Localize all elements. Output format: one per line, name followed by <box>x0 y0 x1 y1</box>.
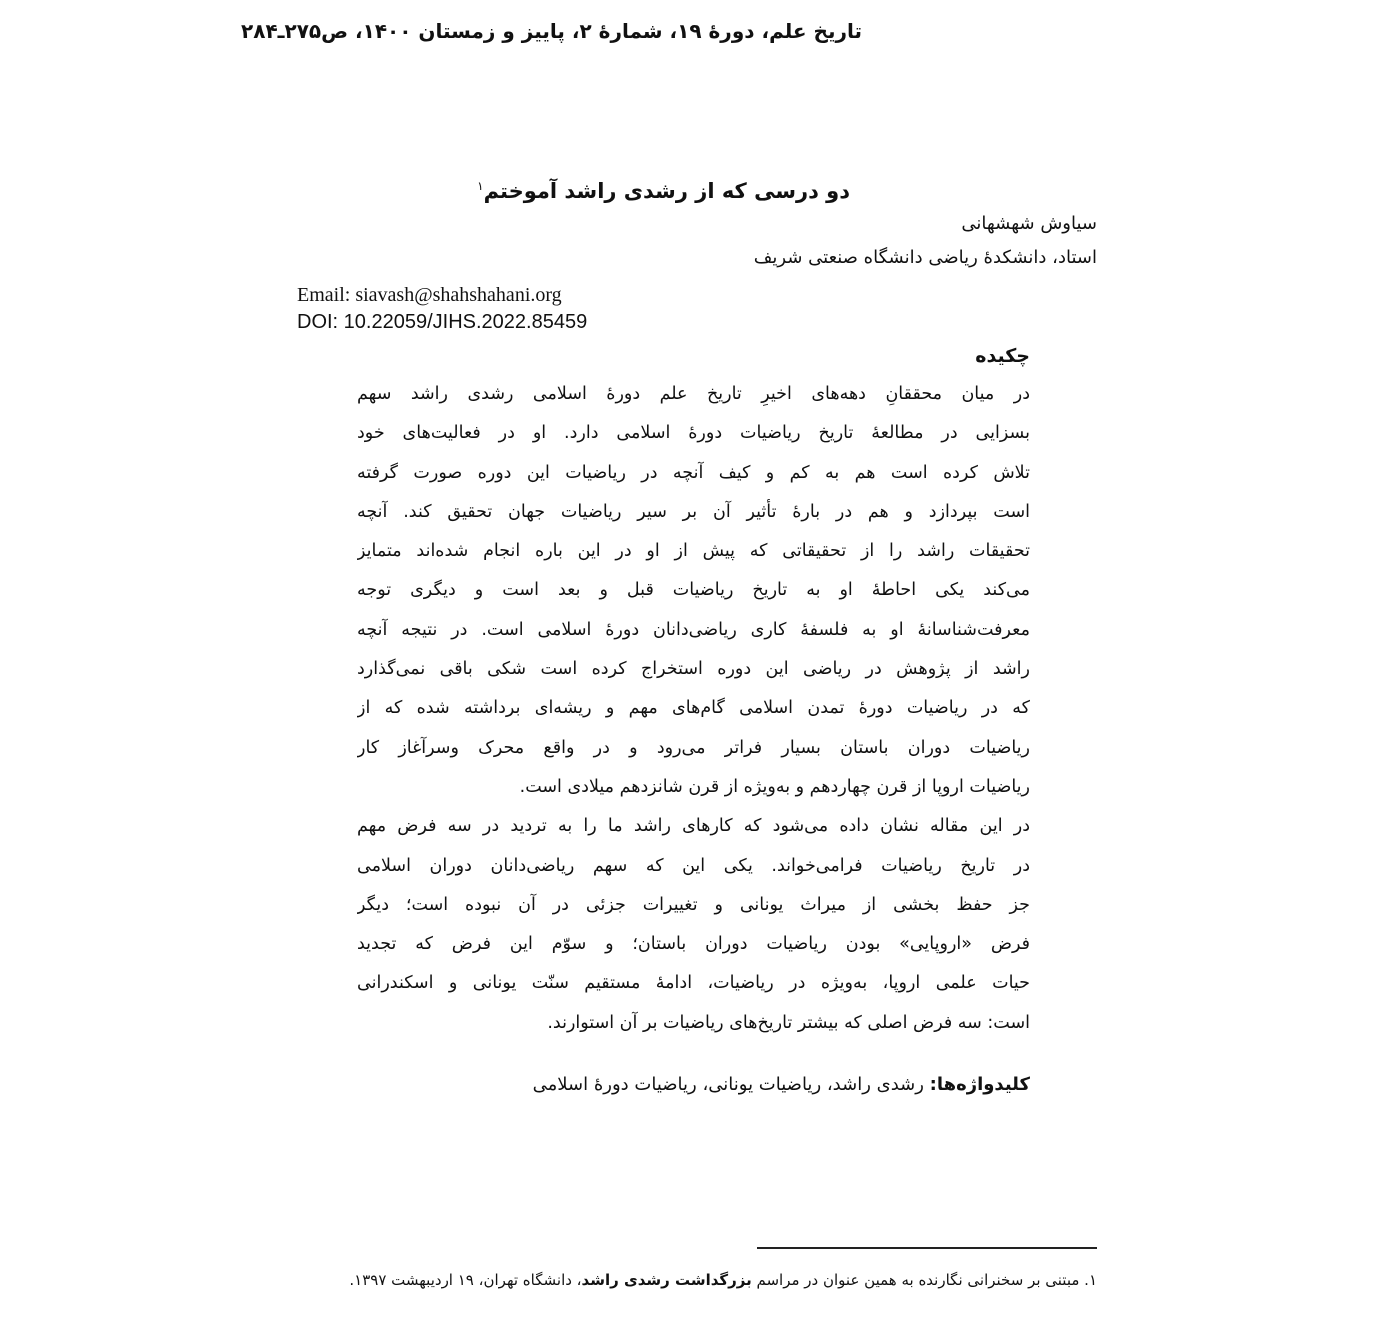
abstract-line: در تاریخ ریاضیات فرامی‌خواند. یکی این که سهم ریاضی‌دانان دوران اسلامی <box>357 855 1030 876</box>
keywords <box>430 1068 1030 1102</box>
footnote-suffix: ، دانشگاه تهران، ۱۹ اردیبهشت ۱۳۹۷. <box>349 1271 582 1289</box>
keywords-text: رشدی راشد، ریاضیات یونانی، ریاضیات دورهٔ اسلامی <box>532 1074 930 1095</box>
abstract-line: در این مقاله نشان داده می‌شود که کارهای راشد ما را به تردید در سه فرض مهم <box>357 816 1030 837</box>
abstract-line: حیات علمی اروپا، به‌ویژه در ریاضیات، ادامهٔ مستقیم سنّت یونانی و اسکندرانی <box>357 973 1030 994</box>
author-affiliation: استاد، دانشکدهٔ ریاضی دانشگاه صنعتی شریف <box>753 247 1097 268</box>
abstract-line: که در ریاضیات دورهٔ تمدن اسلامی گام‌های مهم و ریشه‌ای برداشته شده که از <box>357 698 1030 719</box>
abstract-line: تلاش کرده است هم به کم و کیف آنچه در ریاضیات این دوره صورت گرفته <box>357 462 1030 483</box>
abstract-line: است: سه فرض اصلی که بیشتر تاریخ‌های ریاضیات بر آن استوارند. <box>547 1012 1030 1033</box>
abstract-line: می‌کند یکی احاطهٔ او به تاریخ ریاضیات قبل و بعد است و دیگری توجه <box>357 580 1030 601</box>
title-footnote-mark[interactable]: ۱ <box>477 179 484 193</box>
title-text: دو درسی که از رشدی راشد آموختم <box>483 179 850 203</box>
abstract-line: ریاضیات اروپا از قرن چهاردهم و به‌ویژه از قرن شانزدهم میلادی است. <box>519 776 1030 797</box>
abstract-line: بسزایی در مطالعهٔ تاریخ ریاضیات دورهٔ اسلامی دارد. او در فعالیت‌های خود <box>357 423 1030 444</box>
abstract-line: جز حفظ بخشی از میراث یونانی و تغییرات جزئی در آن نبوده است؛ دیگر <box>357 894 1030 915</box>
abstract-line: معرفت‌شناسانهٔ او به فلسفهٔ کاری ریاضی‌دانان دورهٔ اسلامی است. در نتیجه آنچه <box>357 619 1030 640</box>
abstract-line: فرض «اروپایی» بودن ریاضیات دوران باستان؛ و سوّم این فرض که تجدید <box>357 934 1030 955</box>
author-email[interactable]: Email: siavash@shahshahani.org <box>297 284 562 306</box>
doi[interactable]: DOI: 10.22059/JIHS.2022.85459 <box>297 311 588 333</box>
footnote-divider <box>757 1247 1097 1249</box>
keywords-label: کلیدواژه‌ها: <box>929 1074 1030 1095</box>
article-title <box>420 168 850 209</box>
abstract-line: در میان محققانِ دهه‌های اخیرِ تاریخ علم دورهٔ اسلامی رشدی راشد سهم <box>357 384 1030 404</box>
running-head: تاریخ علم، دورهٔ ۱۹، شمارهٔ ۲، پاییز و زمستان ۱۴۰۰، ص۲۷۵ـ۲۸۴ <box>241 19 862 43</box>
abstract-line: تحقیقات راشد را از تحقیقاتی که پیش از او در این باره انجام شده‌اند متمایز <box>357 541 1030 562</box>
footnote-prefix: ۱. مبتنی بر سخنرانی نگارنده به همین عنوان در مراسم <box>751 1271 1097 1289</box>
abstract-line: ریاضیات دوران باستان بسیار فراتر می‌رود و در واقع محرک وسرآغاز کار <box>357 737 1030 758</box>
abstract-body <box>357 375 1030 1043</box>
abstract-line: راشد از پژوهش در ریاضی این دوره استخراج کرده است شکی باقی نمی‌گذارد <box>357 659 1030 680</box>
abstract-line: است بپردازد و هم در بارهٔ تأثیر آن بر سیر ریاضیات جهان تحقیق کند. آنچه <box>357 501 1030 522</box>
footnote <box>295 1264 1097 1296</box>
footnote-emphasis: بزرگداشت رشدی راشد <box>581 1271 752 1289</box>
abstract-heading: چکیده <box>975 345 1030 367</box>
author-name: سیاوش شهشهانی <box>961 213 1097 234</box>
